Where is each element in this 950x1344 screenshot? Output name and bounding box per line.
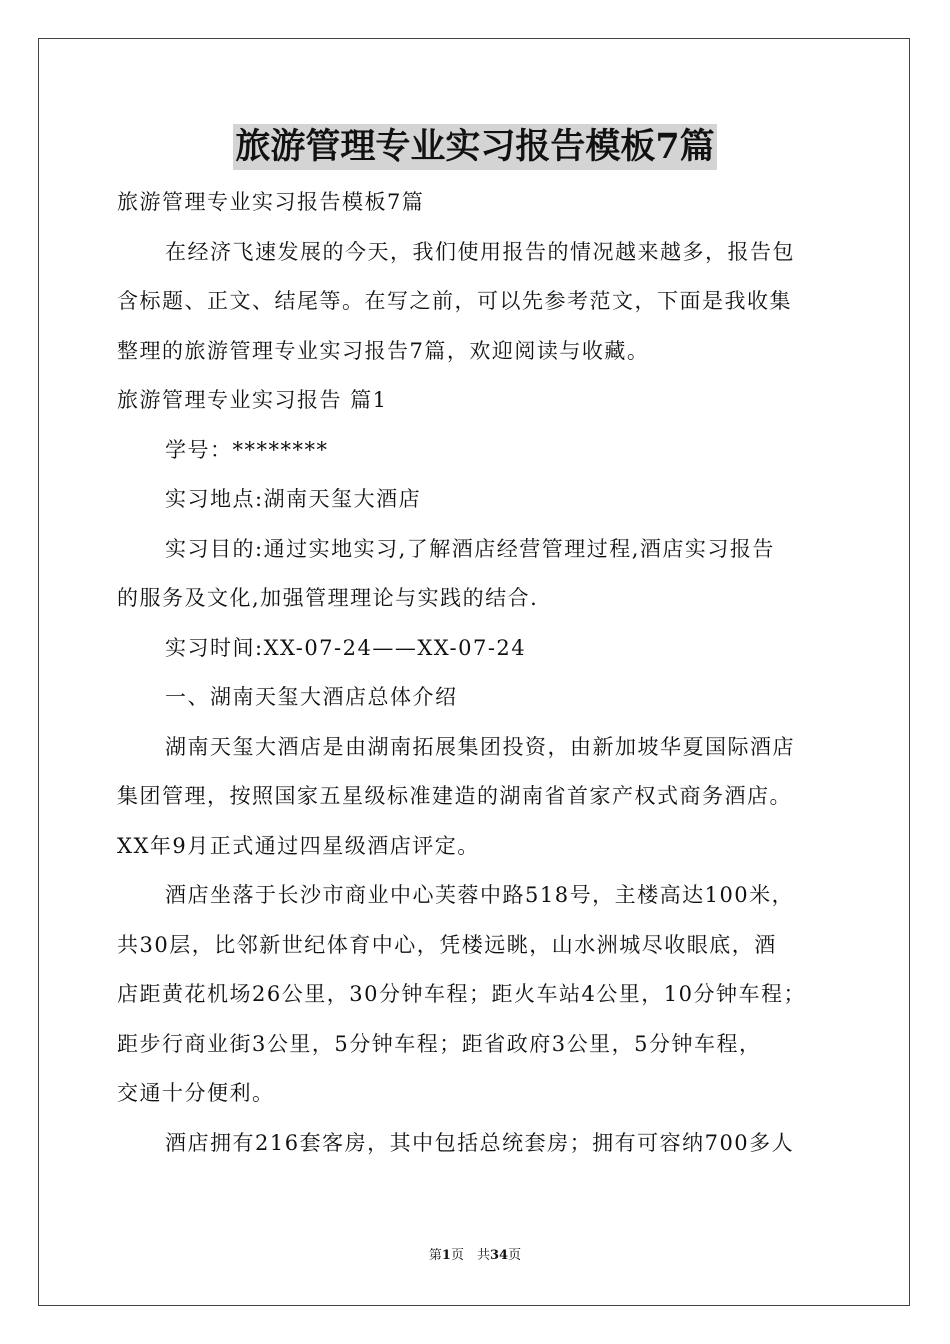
- paragraph-line: 整理的旅游管理专业实习报告7篇，欢迎阅读与收藏。: [117, 338, 650, 363]
- page-prefix: 第: [428, 1248, 442, 1263]
- document-body: [117, 178, 835, 1168]
- paragraph-line: 交通十分便利。: [117, 1081, 275, 1105]
- paragraph-line: 在经济飞速发展的今天，我们使用报告的情况越来越多，报告包: [165, 239, 795, 264]
- page-suffix: 页: [508, 1248, 522, 1263]
- paragraph-line: 酒店拥有216套客房，其中包括总统套房；拥有可容纳700多人: [165, 1130, 795, 1155]
- title-container: [0, 124, 950, 170]
- subtitle-line: 旅游管理专业实习报告模板7篇: [117, 190, 425, 214]
- paragraph-line: 的服务及文化,加强管理理论与实践的结合.: [117, 586, 539, 610]
- paragraph-line: 距步行商业街3公里，5分钟车程；距省政府3公里，5分钟车程，: [117, 1031, 762, 1056]
- paragraph-line: 实习地点:湖南天玺大酒店: [165, 487, 422, 511]
- paragraph-line: 共30层，比邻新世纪体育中心，凭楼远眺，山水洲城尽收眼底，酒: [117, 932, 777, 957]
- paragraph-line: 店距黄花机场26公里，30分钟车程；距火车站4公里，10分钟车程；: [117, 982, 807, 1006]
- paragraph-line: 湖南天玺大酒店是由湖南拓展集团投资，由新加坡华夏国际酒店: [165, 734, 795, 759]
- paragraph-line: 实习目的:通过实地实习,了解酒店经营管理过程,酒店实习报告: [165, 536, 775, 561]
- paragraph-line: 实习时间:XX-07-24——XX-07-24: [165, 635, 527, 660]
- page-footer: [0, 1247, 950, 1265]
- document-title: 旅游管理专业实习报告模板7篇: [233, 124, 716, 170]
- page-current-number: 1: [441, 1248, 451, 1263]
- paragraph-line: 含标题、正文、结尾等。在写之前，可以先参考范文，下面是我收集: [117, 289, 792, 313]
- paragraph-line: 酒店坐落于长沙市商业中心芙蓉中路518号，主楼高达100米，: [165, 883, 795, 907]
- paragraph-line: XX年9月正式通过四星级酒店评定。: [117, 833, 480, 858]
- paragraph-line: 学号：********: [165, 437, 329, 462]
- section-heading: 一、湖南天玺大酒店总体介绍: [165, 685, 458, 709]
- section-heading: 旅游管理专业实习报告 篇1: [117, 388, 388, 412]
- page-total-number: 34: [489, 1248, 509, 1263]
- page-mid: 页 共: [450, 1248, 490, 1263]
- paragraph-line: 集团管理，按照国家五星级标准建造的湖南省首家产权式商务酒店。: [117, 784, 792, 808]
